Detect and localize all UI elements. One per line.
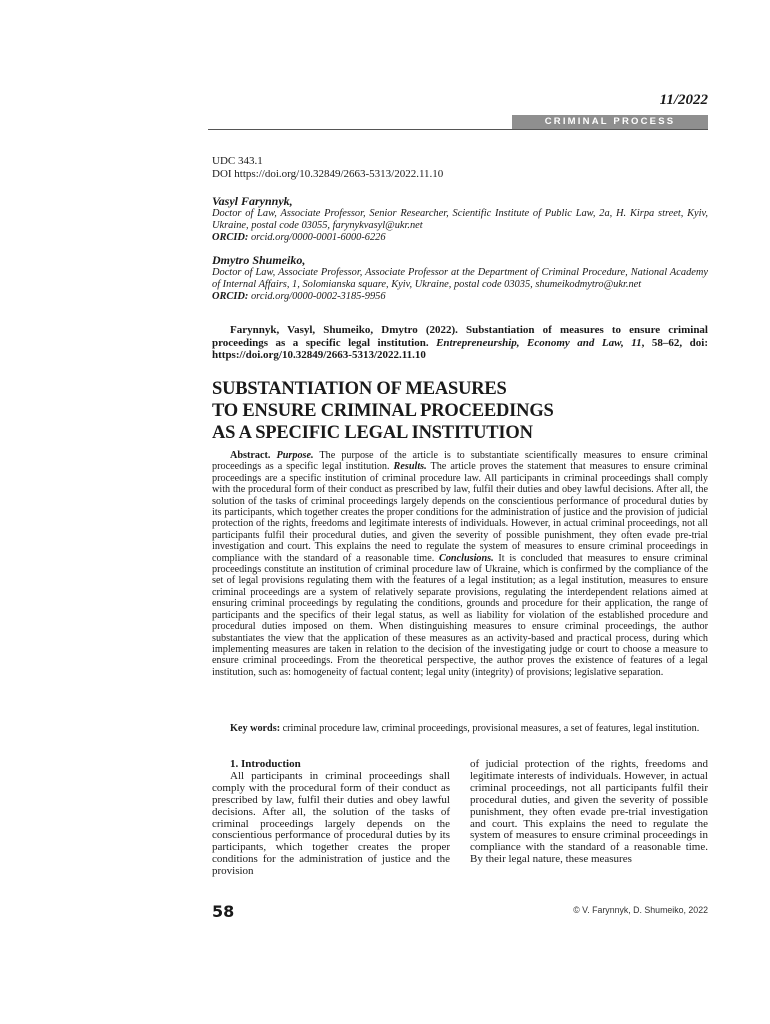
citation-lead: Farynnyk, Vasyl, Shumeiko, Dmytro (2022). Substantiation of measures to ensure criminal proceedings as a specific legal institution. [212,324,708,349]
citation-block [212,324,708,362]
conclusions-label: Conclusions. [439,552,494,564]
intro-paragraph-right: of judicial protection of the rights, freedoms and legitimate interests of individuals. However, in actual criminal proceedings, not all participants fulfil their procedural duties, and given the severity of possible punishment, they often evade pre-trial investigation and court. This explains the need to regulate the system of measures to ensure criminal proceedings in compliance with the standard of a reasonable time. By their legal nature, these measures [470,758,708,866]
results-text: The article proves the statement that measures to ensure criminal proceedings are a specific institution of criminal procedure law. All participants in criminal proceedings shall comply with the procedural form of their conduct as prescribed by law, fulfil their duties and obey lawful decisions. After all, the solution of the tasks of criminal proceedings largely depends on the conscientious performance of procedural duties by its participants, which together creates the proper conditions for the administration of justice and the provision of judicial protection of the rights, freedoms and legitimate interests of individuals. However, in actual criminal proceedings, not all participants fulfil their procedural duties, and given the severity of possible punishment, they often evade pre-trial investigation and court. This explains the need to regulate the system of measures to ensure criminal proceedings in compliance with the standard of a reasonable time. [212,461,708,564]
orcid-link-1[interactable]: orcid.org/0000-0001-6000-6226 [250,231,386,243]
purpose-text: The purpose of the article is to substantiate scientifically measures to ensure criminal proceedings as a specific legal institution. [212,450,708,473]
purpose-label: Purpose. [276,450,314,461]
affiliation-text-2: Doctor of Law, Associate Professor, Associate Professor at the Department of Criminal Procedure, National Academy of Internal Affairs, 1, Solomianska square, Kyiv, Ukraine, postal code 03035, shumeikodmytro@ukr.net [212,267,708,290]
abstract [212,450,708,678]
author-affiliation-1 [212,208,708,243]
citation-doi[interactable]: , 58–62, doi: https://doi.org/10.32849/2663-5313/2022.11.10 [212,336,708,362]
page-number: 58 [212,902,235,921]
affiliation-text-1: Doctor of Law, Associate Professor, Senior Researcher, Scientific Institute of Public Law, 2a, H. Kirpa street, Kyiv, Ukraine, postal code 03055, farynykvasyl@ukr.net [212,208,708,231]
author-name-1: Vasyl Farynnyk, [212,194,293,208]
orcid-label-2: ORCID: [212,290,249,302]
title-line-2: TO ENSURE CRIMINAL PROCEEDINGS [212,401,554,421]
title-line-1: SUBSTANTIATION OF MEASURES [212,379,507,399]
keywords-text: criminal procedure law, criminal proceedings, provisional measures, a set of features, legal institution. [280,723,700,734]
conclusions-text: It is concluded that measures to ensure criminal proceedings constitute an institution of criminal procedure law of Ukraine, which is confirmed by the compliance of the set of legal provisions regulating them with the features of a legal institution; as a legal institution, measures to ensure criminal proceedings are a system of relatively separate provisions, regulating the interdependent relations aimed at ensuring criminal proceedings by regulating the conditions, grounds and procedure for their application, the range of participants and the specifics of their legal status, as well as liability for violation of the established procedure and procedural duties imposed on them. When distinguishing measures to ensure criminal proceedings, the author substantiates the view that the application of these measures as an activity-based and practical process, during which implementing measures are taken in relation to the decision of the investigating judge or court to choose a measure to ensure criminal proceedings. From the theoretical perspective, the author proves the existence of features of a legal institution, such as: homogeneity of factual content; legal unity (integrity) of provisions; legislative separation. [212,552,708,678]
body-column-right [470,759,708,866]
author-affiliation-2 [212,267,708,302]
body-column-left [212,759,450,878]
keywords-label: Key words: [230,723,281,734]
issue-number: 11/2022 [659,92,708,108]
doi-line[interactable]: DOI https://doi.org/10.32849/2663-5313/2022.11.10 [212,168,444,180]
copyright-notice: © V. Farynnyk, D. Shumeiko, 2022 [573,905,708,915]
intro-paragraph-left: All participants in criminal proceedings shall comply with the procedural form of their conduct as prescribed by law, fulfil their duties and obey lawful decisions. After all, the solution of the tasks of criminal proceedings largely depends on the conscientious performance of procedural duties by its participants, which together creates the proper conditions for the administration of justice and the provision [212,769,450,878]
header-divider [208,129,708,130]
citation-journal: Entrepreneurship, Economy and Law, 11 [436,336,642,349]
orcid-label-1: ORCID: [212,231,249,243]
orcid-link-2[interactable]: orcid.org/0000-0002-3185-9956 [250,290,386,302]
results-label: Results. [393,461,427,473]
udc-code: UDC 343.1 [212,155,263,167]
author-name-2: Dmytro Shumeiko, [212,253,306,267]
keywords [212,723,708,734]
article-title [212,378,712,444]
abstract-label: Abstract. [230,450,271,461]
title-line-3: AS A SPECIFIC LEGAL INSTITUTION [212,423,533,443]
section-banner: CRIMINAL PROCESS [512,115,708,129]
section-heading-introduction: 1. Introduction [230,758,301,770]
